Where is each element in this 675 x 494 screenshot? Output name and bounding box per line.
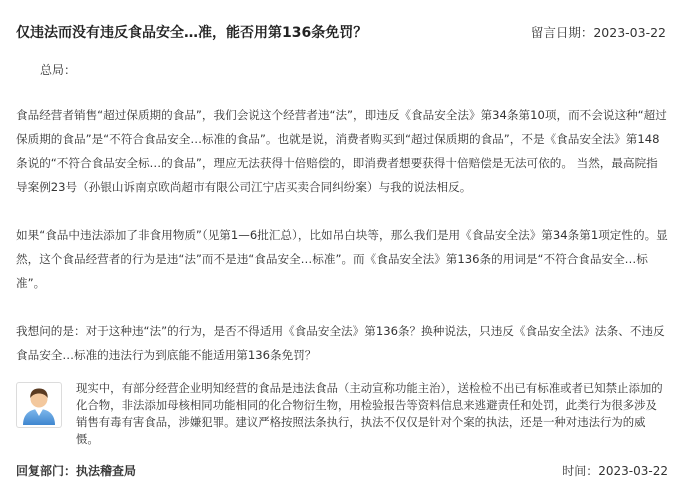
reply-footer — [16, 462, 668, 480]
message-date-label: 留言日期： — [530, 25, 594, 40]
avatar — [16, 382, 62, 428]
question-paragraph: 我想问的是：对于这种违“法”的行为，是否不得适用《食品安全法》第136条？换种说法，只违反《食品安全法》法条、不违反食品安全…标准的违法行为到底能不能适用第136条免罚？ — [16, 324, 665, 362]
reply-department-label: 回复部门： — [16, 464, 77, 478]
reply-content: 现实中，有部分经营企业明知经营的食品是违法食品（主动宣称功能主治），送检检不出已有标准或者已知禁止添加的化合物，非法添加母核相同功能相同的化合物衍生物，用检验报告等资料信息来逃避责任和处罚，此类行为很多涉及销售有毒有害食品，涉嫌犯罪。建议严格按照法条执行，执法不仅仅是针对个案的执法，还是一种对违法行为的威慑。 — [76, 381, 663, 446]
message-date-value: 2023-03-22 — [593, 25, 666, 40]
user-avatar-icon — [17, 383, 61, 427]
reply-time-label: 时间： — [562, 464, 599, 478]
reply-department-value: 执法稽查局 — [76, 464, 137, 478]
question-header — [16, 22, 666, 42]
message-date — [531, 23, 666, 41]
reply-time-value: 2023-03-22 — [598, 464, 668, 478]
reply-department — [16, 462, 136, 479]
question-paragraph: 食品经营者销售“超过保质期的食品”，我们会说这个经营者违“法”，即违反《食品安全法》第34条第10项，而不会说这种“超过保质期的食品”是“不符合食品安全…标准的食品”。也就是说，消费者购买到“超过保质期的食品”，不是《食品安全法》第148条说的“不符合食品安全标…的食品”，理应无法获得十倍赔偿的，即消费者想要获得十倍赔偿是无法可依的。 当然，最高院指导案例23号（孙银山诉南京欧尚超市有限公司江宁店买卖合同纠纷案）与我的说法相反。 — [16, 108, 667, 194]
salutation: 总局： — [40, 63, 77, 77]
question-title: 仅违法而没有违反食品安全…准，能否用第136条免罚？ — [16, 25, 368, 41]
reply-time — [562, 462, 668, 479]
question-paragraph: 如果“食品中违法添加了非食用物质”（见第1—6批汇总），比如吊白块等，那么我们是用《食品安全法》第34条第1项定性的。显然，这个食品经营者的行为是违“法”而不是违“食品安全…标准”。而《食品安全法》第136条的用词是“不符合食品安全…标准”。 — [16, 228, 668, 290]
